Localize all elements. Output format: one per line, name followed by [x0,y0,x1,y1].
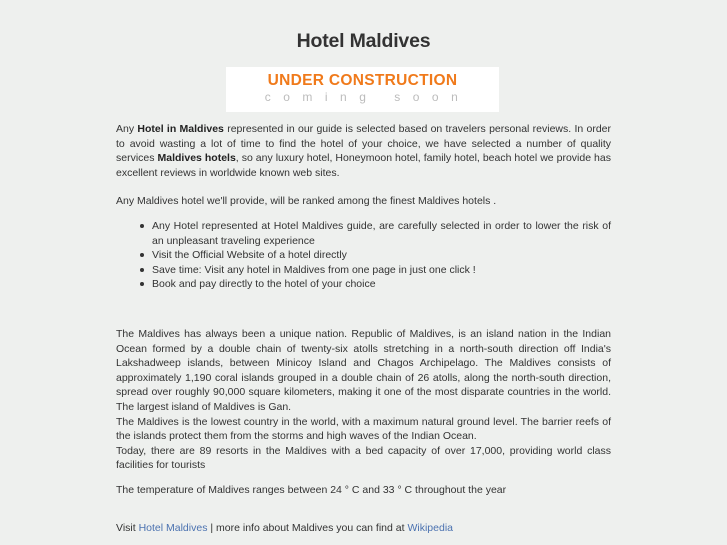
main-content [116,122,611,536]
wikipedia-link[interactable]: Wikipedia [407,522,453,535]
about-paragraph-1: The Maldives has always been a unique nation. Republic of Maldives, is an island nation in the Indian Ocean formed by a double chain of twenty-six atolls stretching in a north-south direction off India's Lakshadweep islands, between Minicoy Island and Chagos Archipelago. The Maldives consists of approximately 1,190 coral islands grouped in a double chain of 26 atolls, along the north-south direction, spread over roughly 90,000 square kilometers, making it one of the most disparate countries in the world. The largest island of Maldives is Gan. [116,327,611,413]
intro-text-3: , so any luxury hotel, Honeymoon hotel, family hotel, beach hotel we provide has excellent reviews in worldwide known web sites. [116,152,611,179]
banner-main-text: UNDER CONSTRUCTION [267,72,458,89]
hotel-maldives-link[interactable]: Hotel Maldives [138,522,208,535]
list-item: Any Hotel represented at Hotel Maldives guide, are carefully selected in order to lower the risk of an unpleasant traveling experience [152,219,611,247]
about-paragraph-3: Today, there are 89 resorts in the Maldives with a bed capacity of over 17,000, providing world class facilities for tourists [116,444,611,472]
about-paragraph-2: The Maldives is the lowest country in the world, with a maximum natural ground level. The barrier reefs of the islands protect them from the storms and high waves of the Indian Ocean. [116,415,611,443]
list-item: Visit the Official Website of a hotel directly [152,248,611,263]
footer-visit-text: Visit [116,522,139,535]
list-item: Save time: Visit any hotel in Maldives from one page in just one click ! [152,263,611,278]
list-item: Book and pay directly to the hotel of your choice [152,277,611,292]
intro-text-2: represented in our guide is selected based on travelers personal reviews. In order to avoid wasting a lot of time to find the hotel of your choice, we have selected a number of quality services [116,123,612,165]
page-title: Hotel Maldives [296,30,431,52]
features-list [116,219,611,292]
intro-bold-1: Hotel in Maldives [137,123,224,135]
intro-text-1: Any [116,123,138,135]
ranking-paragraph: Any Maldives hotel we'll provide, will be ranked among the finest Maldives hotels . [116,195,497,208]
footer-links [116,521,611,536]
footer-middle-text: | more info about Maldives you can find at [207,522,408,535]
temperature-paragraph: The temperature of Maldives ranges between 24 ° C and 33 ° C throughout the year [116,483,507,496]
about-maldives [116,327,611,473]
intro-paragraph [116,122,611,180]
banner-sub-text: coming soon [264,90,471,104]
intro-bold-2: Maldives hotels [157,152,236,165]
under-construction-banner [226,67,499,112]
